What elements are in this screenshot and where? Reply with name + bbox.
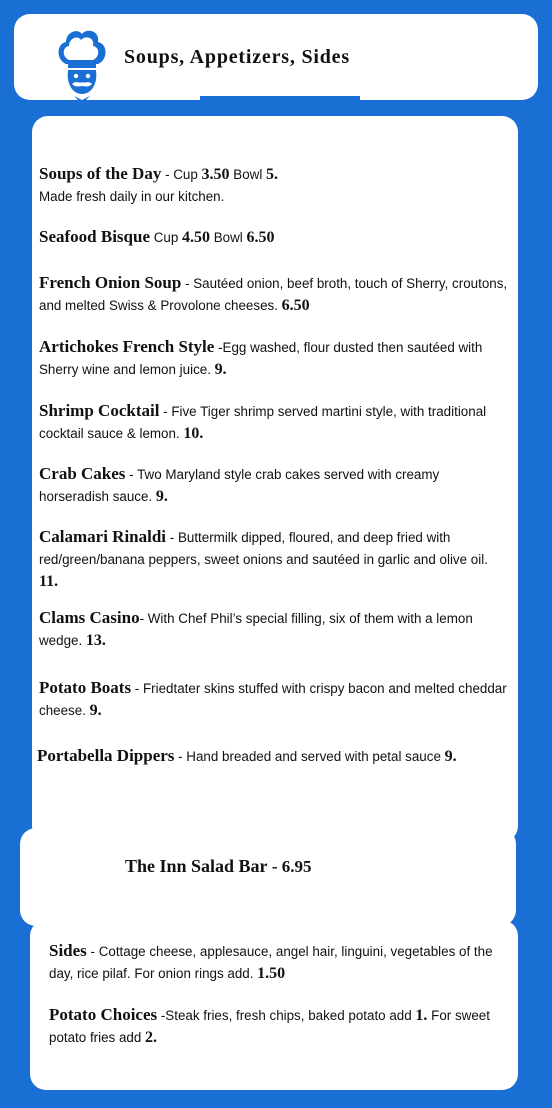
menu-item	[39, 677, 509, 722]
item-price: 9.	[155, 488, 168, 505]
item-size: Bowl	[229, 167, 267, 182]
item-desc: - Five Tiger shrimp served martini style, with traditional cocktail sauce & lemon.	[39, 404, 487, 441]
item-desc: Made fresh daily in our kitchen.	[39, 189, 225, 204]
item-price: 9.	[89, 702, 102, 719]
item-name: Shrimp Cocktail	[39, 401, 160, 420]
item-desc: - Friedtater skins stuffed with crispy bacon and melted cheddar cheese.	[39, 681, 507, 718]
item-name: Portabella Dippers	[37, 746, 175, 765]
page-title: Soups, Appetizers, Sides	[124, 46, 350, 68]
item-name: Potato Choices	[49, 1005, 158, 1024]
item-size: Cup	[173, 167, 202, 182]
item-price: 6.50	[246, 229, 275, 246]
item-price: 4.50	[182, 229, 211, 246]
item-desc: - Cottage cheese, applesauce, angel hair, linguini, vegetables of the day, rice pilaf. For onion rings add.	[49, 944, 493, 981]
item-name: French Onion Soup	[39, 273, 182, 292]
menu-item	[39, 607, 509, 652]
item-desc: -Steak fries, fresh chips, baked potato add	[157, 1008, 416, 1023]
menu-item	[39, 463, 509, 508]
item-name: Sides	[49, 941, 87, 960]
item-price: 10.	[183, 425, 204, 442]
header-tab	[200, 96, 360, 118]
potato-choices-item	[49, 1004, 519, 1049]
item-price: 6.50	[281, 297, 310, 314]
item-desc: - Hand breaded and served with petal sauce	[174, 749, 445, 764]
item-name: Soups of the Day	[39, 164, 162, 183]
menu-item	[37, 745, 507, 768]
item-price: 5.	[266, 166, 279, 183]
item-desc: - Buttermilk dipped, floured, and deep fried with red/green/banana peppers, sweet onions and sautéed in garlic and olive oil.	[39, 530, 488, 567]
sides-item	[49, 940, 519, 985]
menu-item	[39, 336, 509, 381]
item-price: 9.	[444, 748, 457, 765]
item-desc: - With Chef Phil’s special filling, six of them with a lemon wedge.	[39, 611, 473, 648]
item-price: 13.	[85, 632, 106, 649]
item-price: 11.	[39, 573, 59, 590]
menu-item	[39, 226, 509, 249]
item-price: 2.	[145, 1029, 158, 1046]
salad-bar-name: The Inn Salad Bar	[125, 856, 268, 876]
item-name: Calamari Rinaldi	[39, 527, 167, 546]
item-price: 1.50	[257, 965, 286, 982]
item-name: Seafood Bisque	[39, 227, 150, 246]
menu-item	[39, 526, 509, 593]
item-desc: - Two Maryland style crab cakes served with creamy horseradish sauce.	[39, 467, 440, 504]
item-price: 1.	[415, 1007, 428, 1024]
item-desc: - Sautéed onion, beef broth, touch of Sherry, croutons, and melted Swiss & Provolone cheeses.	[39, 276, 508, 313]
menu-item	[39, 272, 509, 317]
chef-icon	[52, 24, 110, 106]
salad-bar-title	[125, 856, 311, 877]
item-price: 9.	[214, 361, 227, 378]
item-desc: -Egg washed, flour dusted then sautéed with Sherry wine and lemon juice.	[39, 340, 483, 377]
item-size: Bowl	[210, 230, 247, 245]
salad-card	[20, 828, 516, 926]
item-name: Potato Boats	[39, 678, 132, 697]
item-desc: For sweet potato fries add	[49, 1008, 490, 1045]
menu-item	[39, 400, 509, 445]
item-sep: -	[161, 167, 174, 182]
menu-item	[39, 163, 509, 208]
salad-bar-price: - 6.95	[267, 857, 312, 876]
header-card	[14, 14, 538, 100]
item-name: Crab Cakes	[39, 464, 126, 483]
item-size: Cup	[150, 230, 183, 245]
item-name: Artichokes French Style	[39, 337, 215, 356]
item-name: Clams Casino	[39, 608, 140, 627]
item-price: 3.50	[201, 166, 230, 183]
